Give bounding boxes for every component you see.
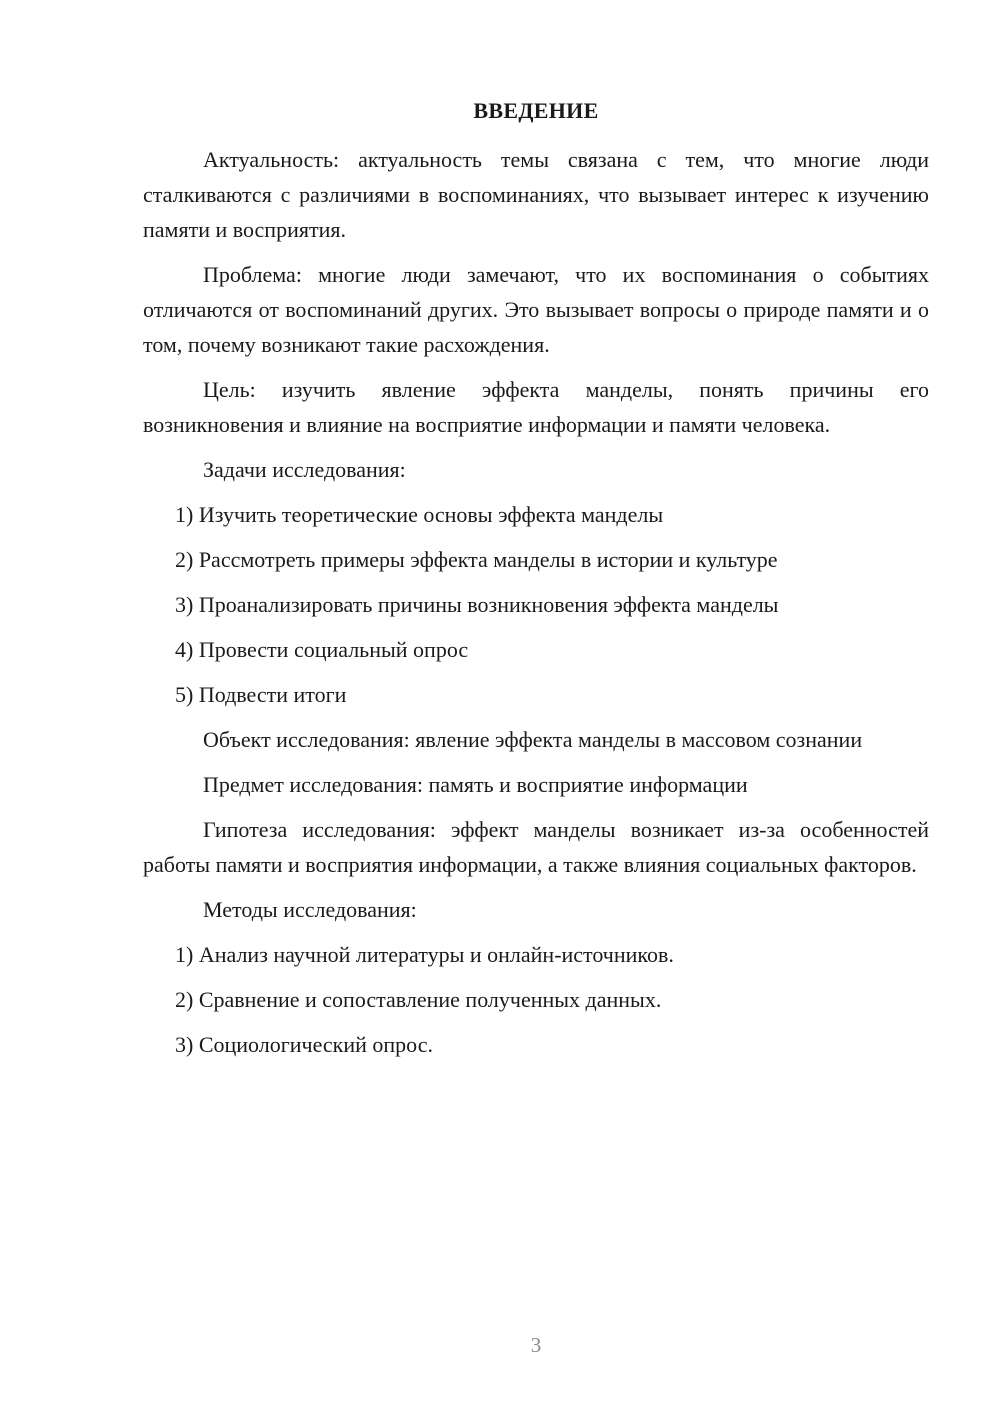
goal-paragraph: Цель: изучить явление эффекта манделы, понять причины его возникновения и влияние на восприятие информации и памяти человека. <box>143 377 929 437</box>
method-item: 2) Сравнение и сопоставление полученных данных. <box>175 987 662 1012</box>
problem-paragraph: Проблема: многие люди замечают, что их воспоминания о событиях отличаются от воспоминаний других. Это вызывает вопросы о природе памяти и о том, почему возникают такие расхождения. <box>143 262 929 357</box>
task-item: 5) Подвести итоги <box>175 682 347 707</box>
task-item: 3) Проанализировать причины возникновения эффекта манделы <box>175 592 779 617</box>
object-paragraph: Объект исследования: явление эффекта манделы в массовом сознании <box>203 727 863 752</box>
page-title: ВВЕДЕНИЕ <box>473 98 599 123</box>
method-item: 1) Анализ научной литературы и онлайн-источников. <box>175 942 674 967</box>
subject-paragraph: Предмет исследования: память и восприятие информации <box>203 772 748 797</box>
task-item: 2) Рассмотреть примеры эффекта манделы в истории и культуре <box>175 547 778 572</box>
method-item: 3) Социологический опрос. <box>175 1032 433 1057</box>
task-item: 4) Провести социальный опрос <box>175 637 469 662</box>
document-body <box>143 142 929 1072</box>
relevance-paragraph: Актуальность: актуальность темы связана с тем, что многие люди сталкиваются с различиями в воспоминаниях, что вызывает интерес к изучению памяти и восприятия. <box>143 147 929 242</box>
tasks-heading: Задачи исследования: <box>203 457 406 482</box>
methods-heading: Методы исследования: <box>203 897 417 922</box>
page-number: 3 <box>530 1333 542 1357</box>
hypothesis-paragraph: Гипотеза исследования: эффект манделы возникает из-за особенностей работы памяти и восприятия информации, а также влияния социальных факторов. <box>143 817 929 877</box>
task-item: 1) Изучить теоретические основы эффекта манделы <box>175 502 664 527</box>
